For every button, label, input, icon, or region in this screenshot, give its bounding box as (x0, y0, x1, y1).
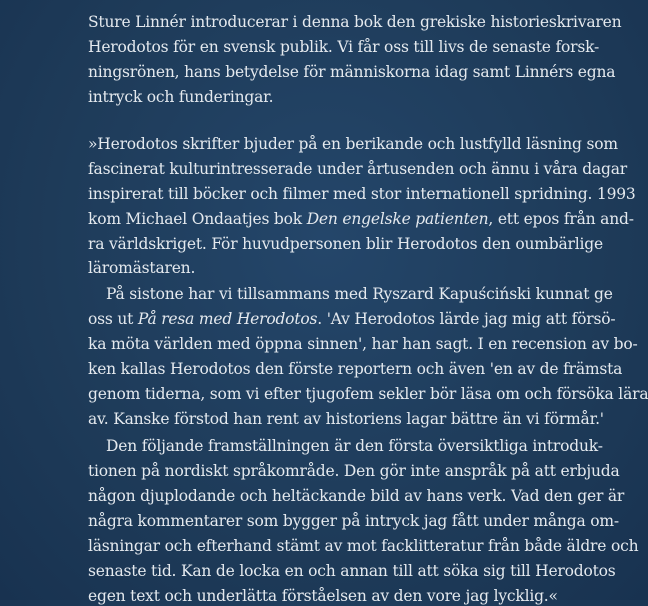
quote-line (88, 209, 634, 229)
quote-line (88, 461, 620, 481)
quote-line (88, 134, 618, 154)
quote-text: ka möta världen med öppna sinnen', har han sagt. I en recension av bo- (88, 335, 638, 353)
quote-text: oss ut (88, 310, 138, 328)
quote-line (88, 586, 568, 606)
quote-text: av. Kanske förstod han rent av historiens lagar bättre än vi förmår.' (88, 410, 604, 428)
quote-line (88, 511, 619, 531)
quote-line (88, 359, 623, 379)
quote-text: inspirerat till böcker och filmer med stor internationell spridning. 1993 (88, 185, 636, 203)
quote-text: ken kallas Herodotos den förste reportern och även 'en av de främsta (88, 360, 623, 378)
quote-line (88, 334, 638, 354)
quote-line (106, 436, 603, 456)
intro-line: ningsrönen, hans betydelse för människorna idag samt Linnérs egna (88, 63, 616, 81)
book-title-italic: På resa med Herodotos (137, 310, 318, 328)
book-title-italic: Den engelske patienten (306, 210, 489, 228)
quote-text: kom Michael Ondaatjes bok (88, 210, 307, 228)
quote-text: någon djuplodande och heltäckande bild av hans verk. Vad den ger är (88, 487, 625, 505)
quote-text: genom tiderna, som vi efter tjugofem sekler bör läsa om och försöka lära (88, 385, 648, 403)
quote-line (88, 561, 616, 581)
quote-line (106, 284, 613, 304)
quote-line (88, 234, 603, 254)
quote-line (88, 536, 639, 556)
quote-text: På sistone har vi tillsammans med Ryszard Kapuściński kunnat ge (106, 285, 613, 303)
quote-text: läsningar och efterhand stämt av mot facklitteratur från både äldre och (88, 537, 639, 555)
quote-line (88, 409, 604, 429)
quote-text: . 'Av Herodotos lärde jag mig att försö- (317, 310, 616, 328)
quote-line (88, 384, 648, 404)
quote-line (88, 159, 627, 179)
intro-line: Sture Linnér introducerar i denna bok den grekiske historieskrivaren (88, 13, 622, 31)
quote-line (88, 486, 625, 506)
quote-line (88, 258, 568, 278)
quote-text: senaste tid. Kan de locka en och annan till att söka sig till Herodotos (88, 562, 616, 580)
quote-text: läromästaren. (88, 259, 196, 277)
quote-text: tionen på nordiskt språkområde. Den gör inte anspråk på att erbjuda (88, 462, 620, 480)
quote-line (88, 309, 616, 329)
quote-text: Den följande framställningen är den första översiktliga introduk- (106, 437, 603, 455)
quote-text: egen text och underlätta förståelsen av den vore jag lycklig.« (88, 587, 558, 605)
quote-text: fascinerat kulturintresserade under årtusenden och ännu i våra dagar (88, 160, 627, 178)
intro-line: Herodotos för en svensk publik. Vi får oss till livs de senaste forsk- (88, 38, 600, 56)
quote-text: några kommentarer som bygger på intryck jag fått under många om- (88, 512, 619, 530)
intro-line: intryck och funderingar. (88, 88, 274, 106)
quote-text: »Herodotos skrifter bjuder på en berikande och lustfylld läsning som (88, 135, 618, 153)
quote-text: , ett epos från and- (488, 210, 634, 228)
quote-text: ra världskriget. För huvudpersonen blir Herodotos den oumbärlige (88, 235, 603, 253)
quote-line (88, 184, 636, 204)
